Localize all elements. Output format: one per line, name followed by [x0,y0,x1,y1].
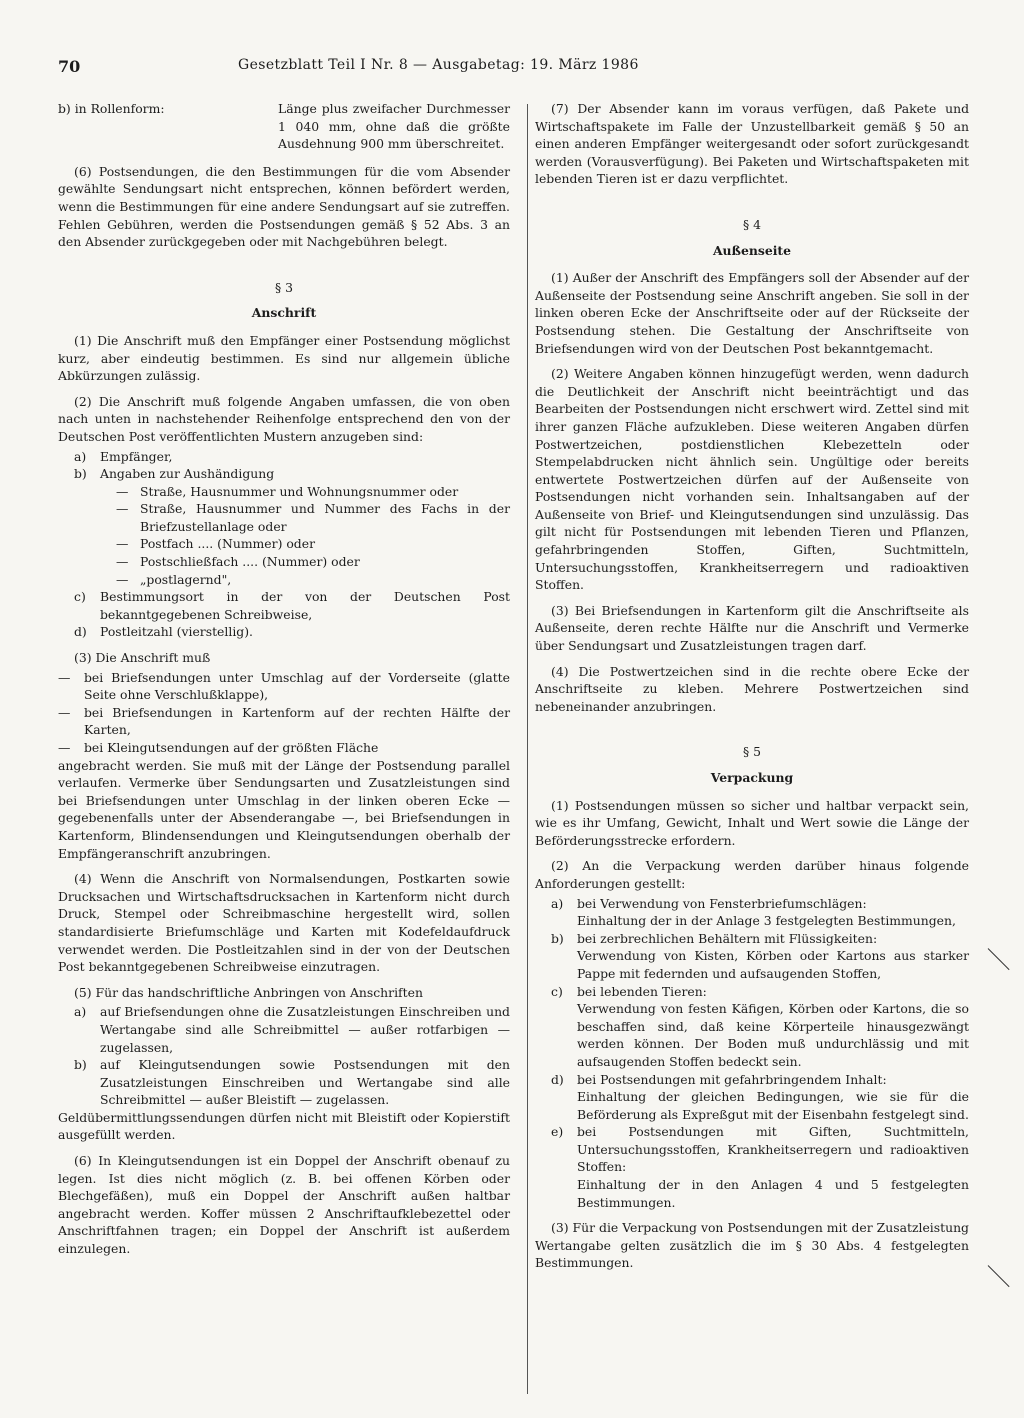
section-5-number: § 5 [742,744,762,760]
section-4-number: § 4 [742,216,762,232]
s3-paragraph-5-cont: Geldübermittlungssendungen dürfen nicht mit Bleistift oder Kopierstift ausgefüllt werden. [58,1109,510,1143]
rollenform-term: b) in Rollenform: [58,101,165,116]
list-item: e) bei Postsendungen mit Giften, Suchtmitteln, Untersuchungsstoffen, Krankheitserregern und radioaktiven Stoffen: [551,1124,969,1175]
list-item: a) bei Verwendung von Fensterbriefumschlägen: [551,895,867,911]
list-item-detail: Einhaltung der in den Anlagen 4 und 5 festgelegten Bestimmungen. [577,1177,969,1210]
s3-paragraph-4: (4) Wenn die Anschrift von Normalsendungen, Postkarten sowie Drucksachen und Wirtschaftsdrucksachen in Kartenform nicht durch Druck, Stempel oder Schreibmaschine hergestellt wird, sollen standardisierte Briefumschläge und Karten mit Kodefeldaufdruck verwendet werden. Die Postleitzahlen sind in der von der Deutschen Post bekanntgegebenen Schreibweise einzutragen. [58,871,510,975]
s4-paragraph-3: (3) Bei Briefsendungen in Kartenform gilt die Anschriftseite als Außenseite, deren rechte Hälfte nur die Anschrift und Vermerke über Sendungsart und Zusatzleistungen tragen darf. [535,602,969,654]
s5-paragraph-3: (3) Für die Verpackung von Postsendungen mit der Zusatzleistung Wertangabe gelten zusätzlich die im § 30 Abs. 4 festgelegten Bestimmungen. [535,1220,969,1271]
section-3-title: Anschrift [251,305,317,321]
margin-mark [988,948,1010,970]
section-3-number: § 3 [274,279,294,295]
s4-paragraph-4: (4) Die Postwertzeichen sind in die rechte obere Ecke der Anschriftseite zu kleben. Mehrere Postwertzeichen sind nebeneinander anzubringen. [535,663,969,714]
list-item-detail: Einhaltung der gleichen Bedingungen, wie sie für die Beförderung als Expreßgut mit der Eisenbahn festgelegt sind. [577,1089,969,1122]
s5-paragraph-1: (1) Postsendungen müssen so sicher und haltbar verpackt sein, wie es ihr Umfang, Gewicht, Inhalt und Wert sowie die Länge der Beförderungsstrecke erfordern. [535,797,969,848]
list-item: a) auf Briefsendungen ohne die Zusatzleistungen Einschreiben und Wertangabe sind alle Schreibmittel — außer rotfarbigen — zugelassen, [74,1004,510,1055]
right-column [535,100,969,1280]
dash-item: — bei Briefsendungen in Kartenform auf der rechten Hälfte der Karten, [58,704,510,738]
rollenform-desc: Länge plus zweifacher Durchmesser 1 040 mm, ohne daß die größte Ausdehnung 900 mm überschreitet. [278,101,510,152]
s3-paragraph-6: (6) In Kleingutsendungen ist ein Doppel der Anschrift obenauf zu legen. Ist dies nicht möglich (z. B. bei offenen Körben oder Blechgefäßen), muß ein Doppel der Anschrift außen haltbar angebracht werden. Koffer müssen 2 Anschriftaufklebezettel oder Anschriftfahnen tragen; ein Doppel der Anschrift ist außerdem einzulegen. [58,1153,510,1257]
left-column [58,100,510,1266]
s5-paragraph-2-intro: (2) An die Verpackung werden darüber hinaus folgende Anforderungen gestellt: [535,858,969,891]
dash-item: — „postlagernd", [116,571,232,587]
dash-item: — bei Kleingutsendungen auf der größten Fläche [58,740,379,755]
page-number: 70 [58,57,81,76]
dash-item: — Postschließfach .... (Nummer) oder [116,554,360,570]
list-item: a) Empfänger, [74,448,173,464]
s3-paragraph-5-intro: (5) Für das handschriftliche Anbringen von Anschriften [74,984,423,1000]
page-header: Gesetzblatt Teil I Nr. 8 — Ausgabetag: 19. März 1986 [238,57,639,73]
dash-item: — Straße, Hausnummer und Wohnungsnummer oder [116,483,459,499]
s3-paragraph-3-cont: angebracht werden. Sie muß mit der Länge der Postsendung parallel verlaufen. Vermerke über Sendungsarten und Zusatzleistungen sind bei Briefsendungen unter Umschlag in der linken oberen Ecke — gegebenenfalls unter der Absenderangabe —, bei Briefsendungen in Kartenform, Blindensendungen und Kleingutsendungen oberhalb der Empfängeranschrift anzubringen. [58,757,510,861]
list-item-detail: Verwendung von festen Käfigen, Körben oder Kartons, die so beschaffen sind, daß keine Körperteile hinausgezwängt werden können. Der Boden muß undurchlässig und mit aufsaugenden Stoffen bedeckt sein. [577,1001,969,1069]
margin-mark [988,1265,1010,1287]
rollenform-entry [58,100,510,153]
s4-paragraph-2: (2) Weitere Angaben können hinzugefügt werden, wenn dadurch die Deutlichkeit der Anschrift nicht beeinträchtigt und das Bearbeiten der Postsendungen nicht erschwert wird. Zettel sind mit ihrer ganzen Fläche aufzukleben. Diese weiteren Angaben dürfen Postwertzeichen, postdienstlichen Klebezetteln oder Stempelabdrucken nicht ähnlich sein. Ungültige oder bereits entwertete Postwertzeichen dürfen auf der Außenseite von Postsendungen nicht vorhanden sein. Inhaltsangaben auf der Außenseite von Brief- und Kleingutsendungen sind unzulässig. Das gilt nicht für Postsendungen mit lebenden Tieren und Pflanzen, gefahrbringenden Stoffen, Giften, Suchtmitteln, Untersuchungsstoffen, Krankheitserregern und radioaktiven Stoffen. [535,366,969,593]
dash-item: — bei Briefsendungen unter Umschlag auf der Vorderseite (glatte Seite ohne Verschlußklappe), [58,669,510,703]
list-item: c) Bestimmungsort in der von der Deutschen Post bekanntgegebenen Schreibweise, [74,589,510,622]
list-item: d) bei Postsendungen mit gefahrbringendem Inhalt: [551,1071,887,1087]
list-item: b) Angaben zur Aushändigung [74,466,275,482]
list-item: b) bei zerbrechlichen Behältern mit Flüssigkeiten: [551,930,878,946]
paragraph-7: (7) Der Absender kann im voraus verfügen, daß Pakete und Wirtschaftspakete im Falle der Unzustellbarkeit gemäß § 50 an einen anderen Empfänger weitergesandt oder sofort zurückgesandt werden (Vorausverfügung). Bei Paketen und Wirtschaftspaketen mit lebenden Tieren ist er dazu verpflichtet. [535,101,969,187]
list-item-detail: Einhaltung der in der Anlage 3 festgelegten Bestimmungen, [577,913,956,929]
section-4-title: Außenseite [712,242,792,258]
s3-paragraph-3-intro: (3) Die Anschrift muß [74,650,211,666]
s3-paragraph-2-intro: (2) Die Anschrift muß folgende Angaben umfassen, die von oben nach unten in nachstehender Reihenfolge entsprechend den von der Deutschen Post veröffentlichten Mustern anzugeben sind: [58,393,510,444]
list-item-detail: Verwendung von Kisten, Körben oder Kartons aus starker Pappe mit federnden und aufsaugenden Stoffen, [577,948,969,981]
paragraph-6: (6) Postsendungen, die den Bestimmungen für die vom Absender gewählte Sendungsart nicht entsprechen, können befördert werden, wenn die Bestimmungen für eine andere Sendungsart auf sie zutreffen. Fehlen Gebühren, werden die Postsendungen gemäß § 52 Abs. 3 an den Absender zurückgegeben oder mit Nachgebühren belegt. [58,163,510,250]
dash-item: — Straße, Hausnummer und Nummer des Fachs in der Briefzustellanlage oder [116,501,510,534]
list-item: b) auf Kleingutsendungen sowie Postsendungen mit den Zusatzleistungen Einschreiben und Wertangabe sind alle Schreibmittel — außer Bleistift — zugelassen. [74,1057,510,1108]
column-divider [527,104,528,1394]
dash-item: — Postfach .... (Nummer) oder [116,536,315,552]
section-5-title: Verpackung [710,770,794,785]
list-item: c) bei lebenden Tieren: [551,983,707,999]
s3-paragraph-1: (1) Die Anschrift muß den Empfänger einer Postsendung möglichst kurz, aber eindeutig bestimmen. Es sind nur allgemein übliche Abkürzungen zulässig. [58,332,510,384]
list-item: d) Postleitzahl (vierstellig). [74,624,253,640]
s4-paragraph-1: (1) Außer der Anschrift des Empfängers soll der Absender auf der Außenseite der Postsendung seine Anschrift angeben. Sie soll in der linken oberen Ecke der Anschriftseite oder auf der Rückseite der Postsendung stehen. Die Gestaltung der Anschriftseite von Briefsendungen wird von der Deutschen Post bekanntgemacht. [535,270,969,356]
